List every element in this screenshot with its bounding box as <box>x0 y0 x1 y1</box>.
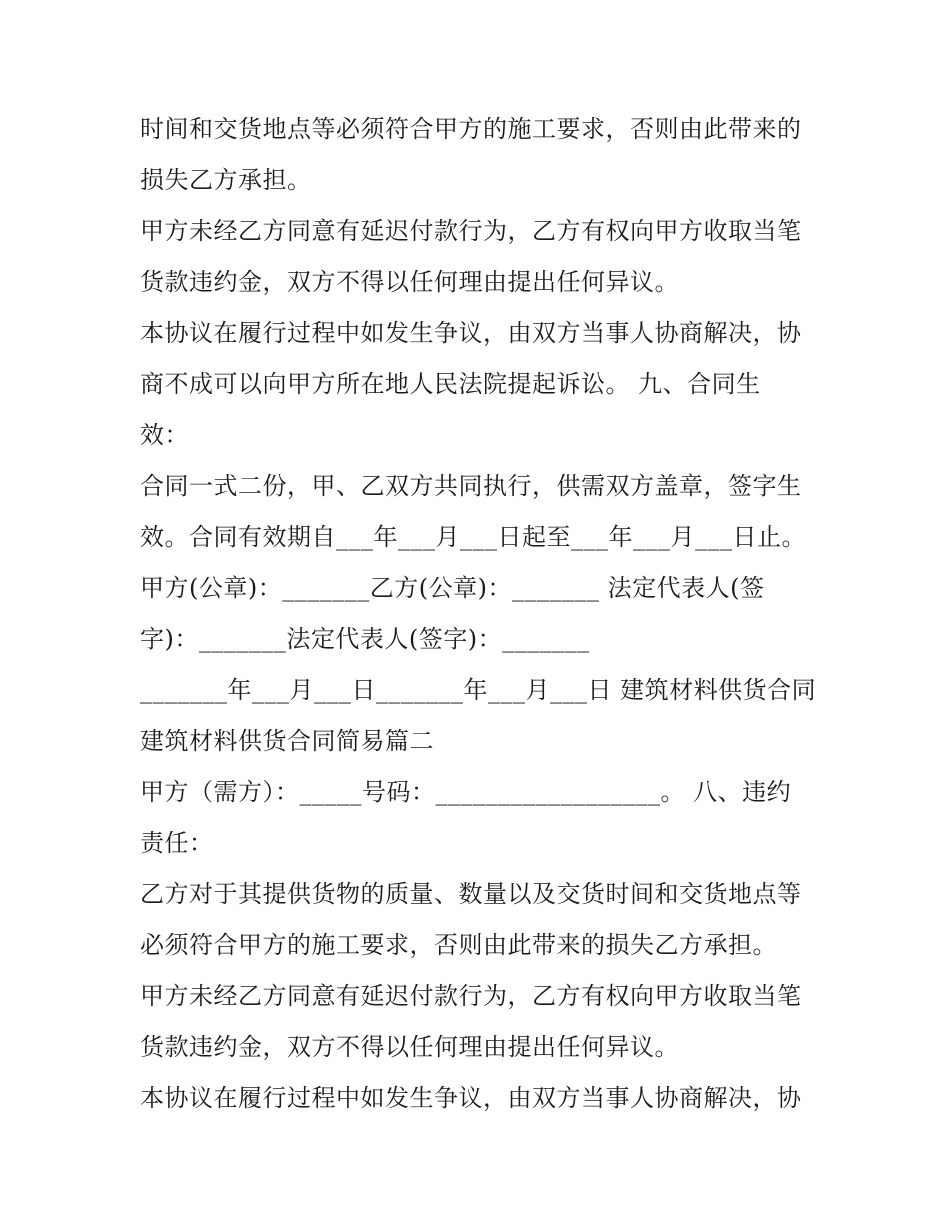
text-line: 效： <box>140 421 189 449</box>
text-line: 效。合同有效期自___年___月___日起至___年___月___日止。 <box>140 523 806 551</box>
text-line: 货款违约金，双方不得以任何理由提出任何异议。 <box>140 268 679 296</box>
text-line: 必须符合甲方的施工要求，否则由此带来的损失乙方承担。 <box>140 931 777 959</box>
text-line: 损失乙方承担。 <box>140 166 312 194</box>
text-line: 甲方未经乙方同意有延迟付款行为，乙方有权向甲方收取当笔 <box>140 217 802 245</box>
text-line: 本协议在履行过程中如发生争议，由双方当事人协商解决，协 <box>140 1084 802 1112</box>
text-line: 合同一式二份，甲、乙双方共同执行，供需双方盖章，签字生 <box>140 472 802 500</box>
text-line: 时间和交货地点等必须符合甲方的施工要求，否则由此带来的 <box>140 115 802 143</box>
text-line: 责任： <box>140 829 214 857</box>
text-line: 字)：_______法定代表人(签字)：_______ <box>140 625 590 653</box>
text-line: 本协议在履行过程中如发生争议，由双方当事人协商解决，协 <box>140 319 802 347</box>
text-line: 甲方（需方）：_____号码：__________________。 八、违约 <box>140 778 792 806</box>
section-title: 建筑材料供货合同简易篇二 <box>140 727 434 755</box>
text-line: 货款违约金，双方不得以任何理由提出任何异议。 <box>140 1033 679 1061</box>
text-line: 甲方(公章)：_______乙方(公章)：_______ 法定代表人(签 <box>140 574 765 602</box>
text-line: 乙方对于其提供货物的质量、数量以及交货时间和交货地点等 <box>140 880 802 908</box>
text-line: 甲方未经乙方同意有延迟付款行为，乙方有权向甲方收取当笔 <box>140 982 802 1010</box>
text-line: _______年___月___日_______年___月___日 建筑材料供货合同 <box>140 676 817 704</box>
document-body <box>140 104 820 1124</box>
text-line: 商不成可以向甲方所在地人民法院提起诉讼。 九、合同生 <box>140 370 761 398</box>
